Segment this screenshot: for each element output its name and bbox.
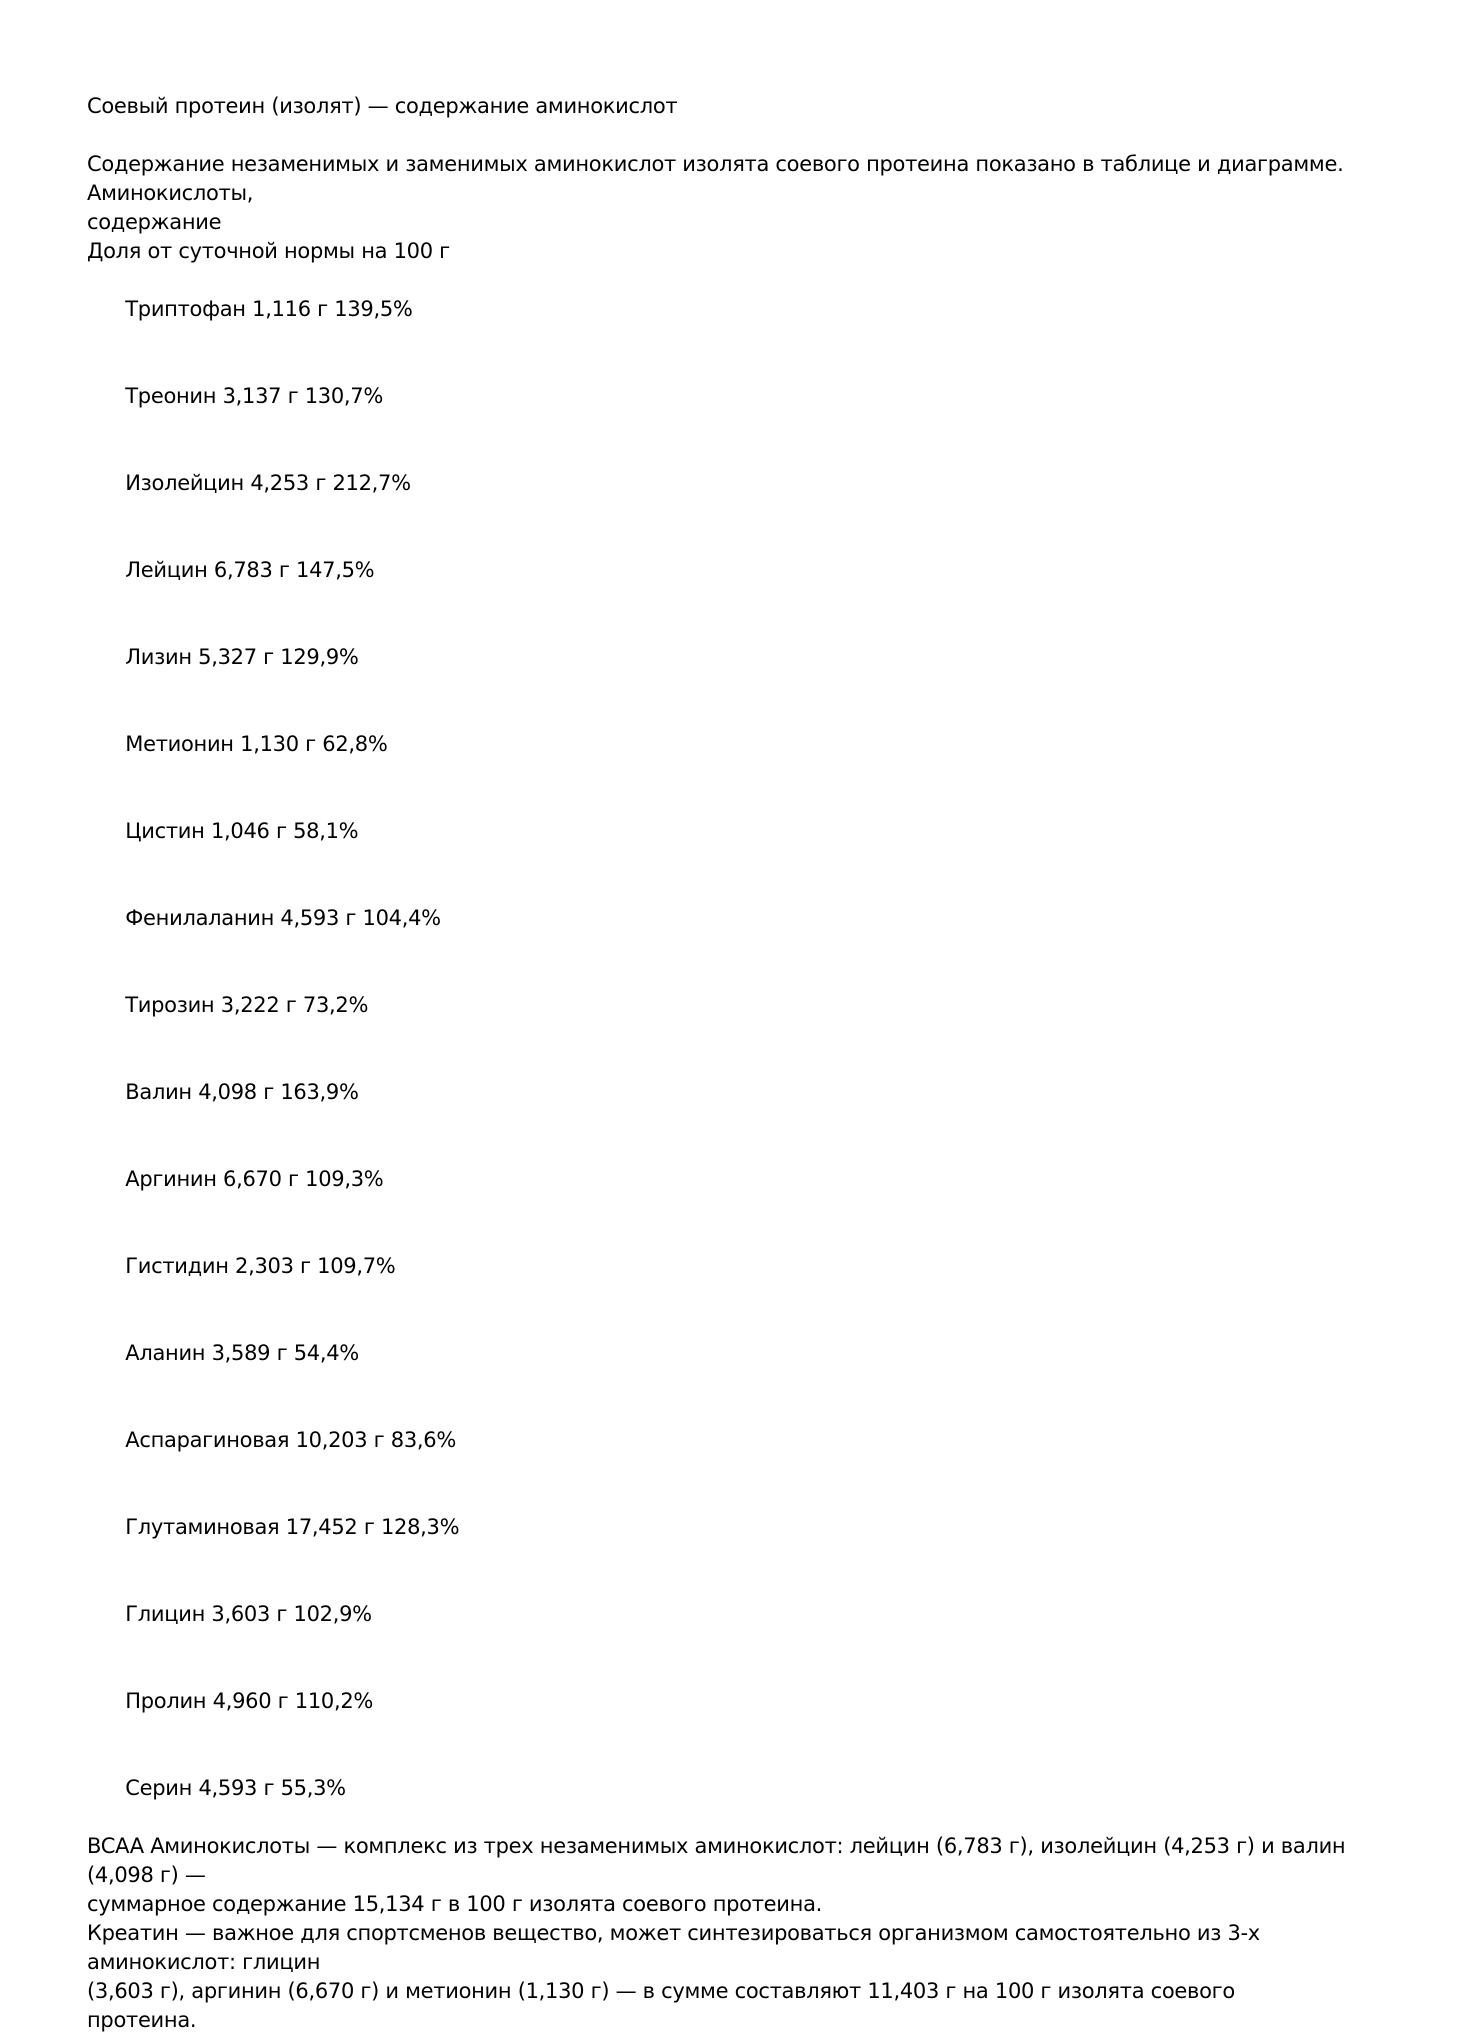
amino-acid-amount: 4,253 г: [250, 471, 327, 495]
table-row: [87, 701, 1427, 788]
amino-acid-amount: 3,222 г: [220, 993, 297, 1017]
amino-acid-name: Пролин: [125, 1689, 207, 1713]
amino-acid-name: Тирозин: [125, 993, 215, 1017]
creatine-line: (3,603 г), аргинин (6,670 г) и метионин (1,130 г) — в сумме составляют 11,403 г на 100 г изолята соевого: [87, 1979, 1235, 2003]
amino-acid-percent: 104,4%: [362, 906, 441, 930]
amino-acid-name: Цистин: [125, 819, 205, 843]
table-header-amino-acids: Аминокислоты,: [87, 181, 254, 205]
amino-acid-amount: 1,116 г: [252, 297, 328, 321]
table-row: [87, 1397, 1427, 1484]
table-row: [87, 614, 1427, 701]
document-page: [87, 92, 1427, 2035]
table-row: [87, 1745, 1427, 1832]
amino-acid-percent: 109,3%: [305, 1167, 384, 1191]
table-row: [87, 1310, 1427, 1397]
table-row: [87, 1136, 1427, 1223]
amino-acid-name: Триптофан: [125, 297, 246, 321]
amino-acid-name: Аланин: [125, 1341, 206, 1365]
amino-acid-percent: 110,2%: [294, 1689, 374, 1713]
creatine-paragraph: [87, 1919, 1427, 2035]
amino-acid-name: Валин: [125, 1080, 192, 1104]
table-header-content: содержание: [87, 210, 222, 234]
table-row: [87, 440, 1427, 527]
amino-acid-amount: 1,046 г: [210, 819, 287, 843]
amino-acid-amount: 2,303 г: [235, 1254, 311, 1278]
amino-acid-amount: 10,203 г: [295, 1428, 385, 1452]
amino-acid-amount: 6,783 г: [213, 558, 290, 582]
amino-acid-amount: 6,670 г: [223, 1167, 299, 1191]
amino-acid-amount: 4,593 г: [198, 1776, 275, 1800]
amino-acid-name: Серин: [125, 1776, 193, 1800]
creatine-line: Креатин — важное для спортсменов вещество, может синтезироваться организмом самостоятельно из 3-х: [87, 1921, 1260, 1945]
amino-acid-amount: 4,098 г: [198, 1080, 274, 1104]
amino-acid-percent: 147,5%: [296, 558, 375, 582]
amino-acid-percent: 58,1%: [293, 819, 359, 843]
amino-acid-name: Фенилаланин: [125, 906, 275, 930]
table-row: [87, 353, 1427, 440]
amino-acid-name: Треонин: [125, 384, 217, 408]
amino-acid-percent: 73,2%: [302, 993, 369, 1017]
bcaa-paragraph: [87, 1832, 1427, 1919]
amino-acid-percent: 83,6%: [390, 1428, 457, 1452]
creatine-line: аминокислот: глицин: [87, 1950, 321, 1974]
amino-acid-amount: 3,137 г: [222, 384, 299, 408]
amino-acid-percent: 130,7%: [304, 384, 383, 408]
table-row: [87, 266, 1427, 353]
intro-text: Содержание незаменимых и заменимых аминокислот изолята соевого протеина показано в таблице и диаграмме.: [87, 152, 1344, 176]
amino-acid-amount: 4,593 г: [280, 906, 357, 930]
amino-acid-percent: 139,5%: [334, 297, 413, 321]
amino-acid-percent: 102,9%: [293, 1602, 372, 1626]
amino-acid-percent: 55,3%: [280, 1776, 346, 1800]
bcaa-line: (4,098 г) —: [87, 1863, 206, 1887]
amino-acid-name: Глицин: [125, 1602, 206, 1626]
amino-acid-name: Метионин: [125, 732, 234, 756]
amino-acid-amount: 5,327 г: [198, 645, 274, 669]
table-row: [87, 1658, 1427, 1745]
amino-acid-name: Лизин: [125, 645, 192, 669]
table-row: [87, 1049, 1427, 1136]
bcaa-line: BCAA Аминокислоты — комплекс из трех незаменимых аминокислот: лейцин (6,783 г), изолейцин (4,253 г) и валин: [87, 1834, 1346, 1858]
amino-acid-percent: 129,9%: [280, 645, 359, 669]
table-row: [87, 788, 1427, 875]
amino-acid-name: Глутаминовая: [125, 1515, 280, 1539]
amino-acid-amount: 3,603 г: [211, 1602, 288, 1626]
amino-acid-name: Аргинин: [125, 1167, 217, 1191]
amino-acid-table: [87, 266, 1427, 1832]
amino-acid-amount: 1,130 г: [240, 732, 316, 756]
amino-acid-percent: 54,4%: [293, 1341, 359, 1365]
table-row: [87, 875, 1427, 962]
amino-acid-percent: 212,7%: [332, 471, 411, 495]
document-title: Соевый протеин (изолят) — содержание аминокислот: [87, 94, 678, 118]
table-header-daily-share: Доля от суточной нормы на 100 г: [87, 239, 450, 263]
table-row: [87, 962, 1427, 1049]
amino-acid-name: Лейцин: [125, 558, 208, 582]
amino-acid-name: Изолейцин: [125, 471, 244, 495]
amino-acid-amount: 17,452 г: [285, 1515, 375, 1539]
table-row: [87, 1223, 1427, 1310]
amino-acid-percent: 62,8%: [322, 732, 388, 756]
amino-acid-percent: 109,7%: [317, 1254, 396, 1278]
amino-acid-percent: 163,9%: [280, 1080, 359, 1104]
amino-acid-name: Аспарагиновая: [125, 1428, 290, 1452]
table-row: [87, 527, 1427, 614]
amino-acid-amount: 3,589 г: [211, 1341, 288, 1365]
table-row: [87, 1571, 1427, 1658]
amino-acid-amount: 4,960 г: [212, 1689, 289, 1713]
amino-acid-name: Гистидин: [125, 1254, 229, 1278]
creatine-line: протеина.: [87, 2008, 197, 2032]
bcaa-line: суммарное содержание 15,134 г в 100 г изолята соевого протеина.: [87, 1892, 823, 1916]
table-row: [87, 1484, 1427, 1571]
amino-acid-percent: 128,3%: [380, 1515, 460, 1539]
